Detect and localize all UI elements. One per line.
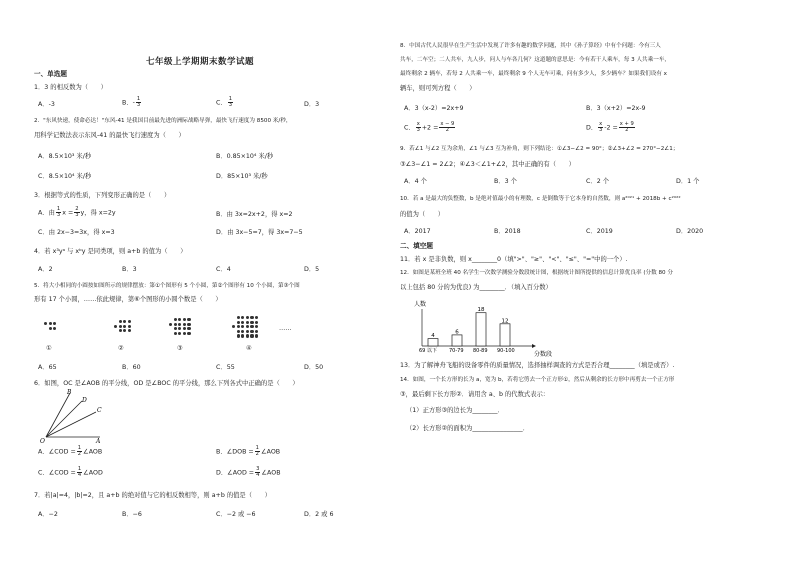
circle-dot <box>237 334 240 337</box>
question-11-stem: 11．若 x 是非负数，则 x________0（填">"、"≥"、"<"、"≤"、"="中的一个）. <box>400 256 628 263</box>
question-7-stem: 7．若|a|=4，|b|=2，且 a+b 的绝对值与它的相反数相等，则 a+b 的值是（ ） <box>34 492 271 499</box>
circle-dot <box>246 321 249 324</box>
q1-option-a: A．-3 <box>38 101 55 108</box>
q6-option-c: C．∠COD = $\frac{1}{4}$ ∠AOD <box>38 466 103 479</box>
chart-data-label: 6 <box>455 329 459 336</box>
circle-dot <box>49 322 52 325</box>
circle-dot <box>183 327 186 330</box>
circle-dot <box>250 325 253 328</box>
q4-option-a: A．2 <box>38 266 53 273</box>
circle-dot <box>250 330 253 333</box>
question-8-line1: 8．中国古代人民很早在生产生活中发现了许多有趣的数学问题，其中《孙子算经》中有个问题：今有三人 <box>400 43 661 49</box>
circle-dot <box>178 323 181 326</box>
circle-dot <box>119 325 122 328</box>
point-o-label: O <box>40 438 45 444</box>
q6-option-d: D．∠AOD = $\frac{3}{4}$ ∠AOB <box>216 466 281 479</box>
question-12-line1: 12．如图是某班全班 40 名学生一次数学测验分数段统计图，根据统计图所提供的信息计算优良率 (分数 80 分 <box>400 270 673 276</box>
question-14-line1: 14．如图，一个长方形的长为 a，宽为 b，若将它剪去一个正方形①，然后从剩余的长方形中再剪去一个正方形 <box>400 377 675 383</box>
q5-ellipsis: …… <box>279 325 292 332</box>
circle-dot <box>237 330 240 333</box>
circle-dot <box>255 325 258 328</box>
circle-dot <box>246 325 249 328</box>
question-10-line1: 10．若 a 是最大的负整数，b 是绝对值最小的有理数，c 是倒数等于它本身的自然数，则 a²⁰²¹ + 2018b + c²⁰²² <box>400 196 681 202</box>
q5-option-a: A．65 <box>38 364 57 371</box>
point-b-label: B <box>67 389 72 396</box>
circle-dot <box>246 330 249 333</box>
circle-dot <box>246 316 249 319</box>
q9-option-d: D．1 个 <box>676 178 700 185</box>
q10-option-c: C．2019 <box>586 228 613 235</box>
circle-dot <box>187 323 190 326</box>
q10-option-a: A．2017 <box>404 228 431 235</box>
q10-option-b: B．2018 <box>494 228 521 235</box>
chart-x-arrow <box>532 344 536 348</box>
circle-dot <box>53 322 56 325</box>
circle-dot <box>183 318 186 321</box>
circle-dot <box>178 327 181 330</box>
circle-dot <box>255 330 258 333</box>
q8-option-c: C． $\frac{x}{3}$ +2 = $\frac{x - 9}{2}$ <box>404 121 455 134</box>
q4-option-b: B．3 <box>122 266 137 273</box>
question-6-stem: 6．如图，OC 是∠AOB 的平分线，OD 是∠BOC 的平分线，那么下列各式中正确的是（ ） <box>34 380 299 387</box>
circle-dot <box>241 316 244 319</box>
q5-option-c: C．55 <box>216 364 235 371</box>
chart-tick-label: 90-100 <box>497 348 515 354</box>
question-5-line2: 形有 17 个小圆，……依此规律，第⑥个图形的小圆个数是（ ） <box>34 296 222 303</box>
chart-xlabel: 分数段 <box>534 351 553 358</box>
circle-dot <box>255 334 258 337</box>
exam-title: 七年级上学期期末数学试题 <box>146 57 255 67</box>
q1-option-b: B．- $\frac{1}{3}$ <box>122 96 141 109</box>
q8-option-b: B．3（x+2）=2x-9 <box>586 105 646 112</box>
question-5-line1: 5．将大小相同的小圆按如图所示的规律摆放：第①个图形有 5 个小圆，第②个图形有 10 个小圆，第③个图 <box>34 283 300 289</box>
point-d-label: D <box>82 397 87 404</box>
q9-option-c: C．2 个 <box>586 178 609 185</box>
q7-option-b: B．−6 <box>122 511 142 518</box>
circle-dot <box>119 329 122 332</box>
chart-bar <box>428 339 438 346</box>
chart-bar <box>476 313 486 346</box>
question-14-line2: ③，最后剩下长方形②．请用含 a、b 的代数式表示： <box>400 391 550 398</box>
ray-oc <box>46 412 96 437</box>
circle-dot <box>123 329 126 332</box>
circle-dot-extra <box>169 323 172 326</box>
circle-dot <box>250 321 253 324</box>
circle-dot <box>128 325 131 328</box>
score-distribution-chart <box>414 296 564 358</box>
circle-dot-extra <box>44 322 47 325</box>
q3-option-c: C．由 2x−3=3x，得 x=3 <box>38 229 115 236</box>
circle-dot <box>183 323 186 326</box>
chart-data-label: 18 <box>477 307 485 314</box>
chart-tick-label: 70-79 <box>449 348 464 354</box>
question-8-line3: 最终剩余 2 辆车，若每 2 人共乘一车，最终剩余 9 个人无车可乘，问有多少人，多少辆车？如果我们设有 x <box>400 71 667 77</box>
q7-option-d: D．2 或 6 <box>304 511 334 518</box>
circle-dot <box>241 334 244 337</box>
chart-bar <box>500 324 510 346</box>
chart-bar <box>452 335 462 346</box>
section-single-choice: 一、单选题 <box>34 70 67 78</box>
q7-option-a: A．−2 <box>38 511 58 518</box>
q4-option-d: D．5 <box>304 266 320 273</box>
question-3-stem: 3．根据等式的性质，下列变形正确的是（ ） <box>34 192 171 199</box>
chart-data-label: 4 <box>431 333 435 340</box>
section-fill-blank: 二、填空题 <box>400 242 433 250</box>
question-2-line1: 2．"东风快递，使命必达！"东风-41 是我国目前最先进的洲际战略导弹，最快飞行速度为 8500 米/秒， <box>34 118 292 124</box>
q5-option-d: D．50 <box>304 364 324 371</box>
chart-ylabel: 人数 <box>414 301 427 308</box>
q4-option-c: C．4 <box>216 266 231 273</box>
question-10-line2: 的值为（ ） <box>400 211 445 218</box>
question-14-sub2: （2）长方形②的面积为________________． <box>406 425 529 432</box>
circle-dot <box>250 334 253 337</box>
question-13-stem: 13．为了解神舟飞船的设备零件的质量情况，选择抽样调查的方式是否合理________（填是或否）. <box>400 362 675 369</box>
circle-dot <box>128 320 131 323</box>
q6-angle-figure <box>40 388 120 444</box>
circle-dot <box>187 327 190 330</box>
circle-dot <box>174 318 177 321</box>
circle-dot <box>174 332 177 335</box>
chart-data-label: 12 <box>501 318 509 325</box>
q1-option-c: C． $\frac{1}{3}$ <box>216 96 233 109</box>
question-4-stem: 4．若 x³yᵃ 与 xᵇy 是同类项，则 a+b 的值为（ ） <box>34 248 187 255</box>
question-12-line2: 以上包括 80 分的为优良) 为________．（填入百分数） <box>400 284 552 291</box>
question-8-line4: 辆车，则可列方程（ ） <box>400 85 476 92</box>
q9-option-a: A．4 个 <box>404 178 427 185</box>
circle-dot <box>255 321 258 324</box>
q5-option-b: B．60 <box>122 364 141 371</box>
question-9-line1: 9．若∠1 与∠2 互为余角，∠1 与∠3 互为补角，则下列结论：①∠3−∠2 = 90°；②∠3+∠2 = 270°−2∠1； <box>400 146 679 152</box>
circle-dot <box>123 325 126 328</box>
chart-tick-label: 69 以下 <box>419 348 437 354</box>
circle-dot <box>241 321 244 324</box>
q5-label-1: ① <box>46 345 52 352</box>
circle-dot <box>237 321 240 324</box>
circle-dot <box>123 320 126 323</box>
circle-dot <box>128 329 131 332</box>
circle-dot <box>178 318 181 321</box>
circle-dot <box>246 334 249 337</box>
q7-option-c: C．−2 或 −6 <box>216 511 256 518</box>
q2-option-c: C．8.5×10⁴ 米/秒 <box>38 173 92 180</box>
q5-label-3: ③ <box>177 345 183 352</box>
q9-option-b: B．3 个 <box>494 178 517 185</box>
q1-option-d: D．3 <box>304 101 320 108</box>
circle-dot <box>183 332 186 335</box>
q3-option-b: B．由 3x=2x+2，得 x=2 <box>216 211 293 218</box>
circle-dot <box>187 318 190 321</box>
q6-option-b: B．∠DOB = $\frac{1}{2}$ ∠AOB <box>216 445 281 458</box>
circle-dot <box>241 330 244 333</box>
q2-option-b: B．0.85×10⁴ 米/秒 <box>216 153 274 160</box>
point-c-label: C <box>97 407 102 414</box>
ray-ob <box>46 393 70 437</box>
circle-dot <box>174 323 177 326</box>
circle-dot <box>49 327 52 330</box>
question-14-sub1: （1）正方形③的边长为________． <box>406 407 504 414</box>
q8-option-d: D． $\frac{x}{3}$ -2 = $\frac{x + 9}{2}$ <box>586 121 634 134</box>
q10-option-d: D．2020 <box>676 228 704 235</box>
circle-dot <box>237 325 240 328</box>
question-8-line2: 共车，二车空；二人共车，九人步，问人与车各几何？这道题的意思是：今有若干人乘车，每 3 人共乘一车， <box>400 57 671 63</box>
q2-option-d: D．85×10³ 米/秒 <box>216 173 268 180</box>
q3-option-d: D．由 3x−5=7，得 3x=7−5 <box>216 229 303 236</box>
circle-dot <box>119 320 122 323</box>
question-1-stem: 1．3 的相反数为（ ） <box>34 84 107 91</box>
circle-dot-extra <box>232 325 235 328</box>
q6-option-a: A．∠COD = $\frac{1}{2}$ ∠AOB <box>38 445 103 458</box>
circle-dot <box>178 332 181 335</box>
circle-dot <box>174 327 177 330</box>
q5-label-4: ④ <box>246 345 252 352</box>
point-a-label: A <box>96 438 101 444</box>
circle-dot <box>237 316 240 319</box>
circle-dot <box>241 325 244 328</box>
q3-option-a: A．由 $\frac{1}{3}$ x = $\frac{2}{3}$ y，得 x=2y <box>38 206 116 219</box>
ray-od <box>46 401 82 437</box>
q5-label-2: ② <box>118 345 124 352</box>
circle-dot <box>250 316 253 319</box>
circle-dot <box>53 327 56 330</box>
q8-option-a: A．3（x-2）=2x+9 <box>404 105 464 112</box>
q2-option-a: A．8.5×10³ 米/秒 <box>38 153 92 160</box>
question-2-line2: 用科学记数法表示东风-41 的最快飞行速度为（ ） <box>34 132 185 139</box>
circle-dot <box>255 316 258 319</box>
circle-dot-extra <box>114 325 117 328</box>
chart-tick-label: 80-89 <box>473 348 488 354</box>
circle-dot <box>187 332 190 335</box>
question-9-line2: ③∠3−∠1 = 2∠2；④∠3＜∠1+∠2，其中正确的有（ ） <box>400 161 575 168</box>
